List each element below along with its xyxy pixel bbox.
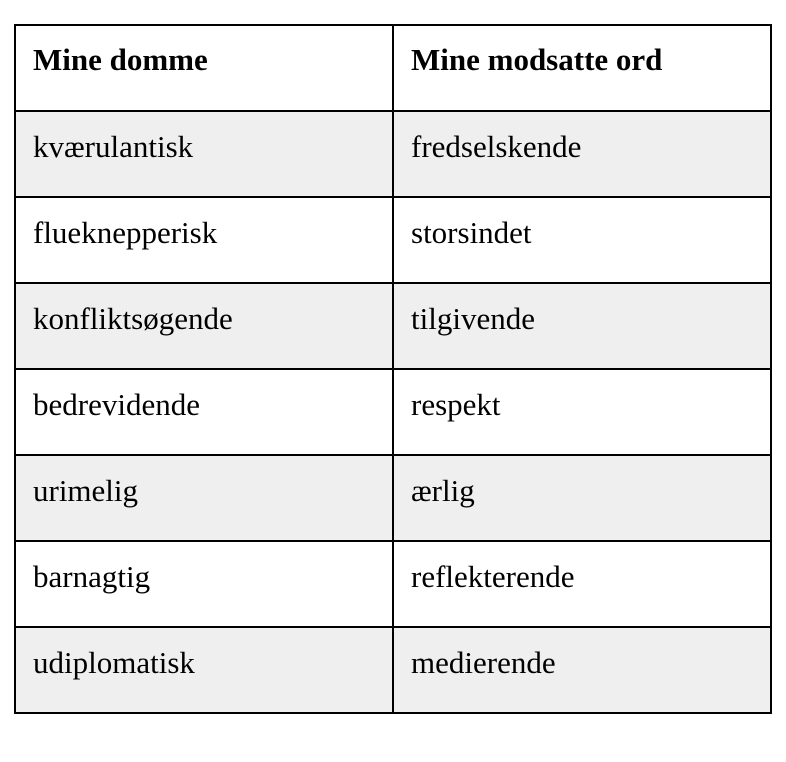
header-cell-mine-domme: Mine domme: [15, 25, 393, 111]
judgment-cell: barnagtig: [15, 541, 393, 627]
judgment-cell: bedrevidende: [15, 369, 393, 455]
opposite-word-cell: fredselskende: [393, 111, 771, 197]
judgment-cell: udiplomatisk: [15, 627, 393, 713]
opposite-word-cell: reflekterende: [393, 541, 771, 627]
judgment-cell: konfliktsøgende: [15, 283, 393, 369]
opposite-word-cell: tilgivende: [393, 283, 771, 369]
table-row: [15, 283, 771, 369]
judgment-cell: kværulantisk: [15, 111, 393, 197]
header-cell-mine-modsatte-ord: Mine modsatte ord: [393, 25, 771, 111]
opposite-word-cell: medierende: [393, 627, 771, 713]
table-row: [15, 627, 771, 713]
judgment-cell: flueknepperisk: [15, 197, 393, 283]
opposite-word-cell: ærlig: [393, 455, 771, 541]
table-body: [15, 111, 771, 713]
header-row: [15, 25, 771, 111]
table-header: [15, 25, 771, 111]
table-row: [15, 455, 771, 541]
opposite-word-cell: respekt: [393, 369, 771, 455]
table-row: [15, 541, 771, 627]
table-row: [15, 111, 771, 197]
judgment-cell: urimelig: [15, 455, 393, 541]
opposite-word-cell: storsindet: [393, 197, 771, 283]
word-comparison-table: [14, 24, 772, 714]
table-row: [15, 197, 771, 283]
table-row: [15, 369, 771, 455]
